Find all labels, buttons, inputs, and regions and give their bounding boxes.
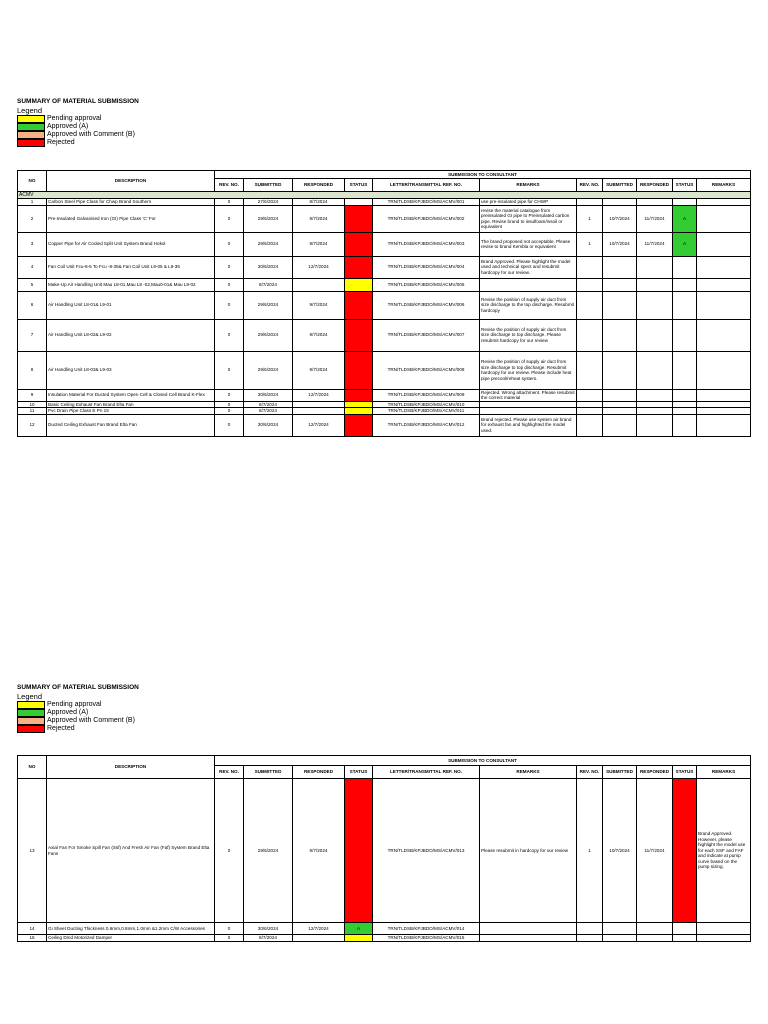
cell-remarks: Revise the position of supply air duct from size discharge to top discharge. Please resubmit hardcopy for our review bbox=[480, 319, 577, 351]
cell-submitted2 bbox=[603, 291, 637, 319]
legend-swatch bbox=[17, 139, 45, 147]
cell-status2 bbox=[673, 935, 697, 942]
cell-submitted: 8/7/2024 bbox=[244, 935, 293, 942]
table-row bbox=[18, 205, 751, 232]
cell-responded2 bbox=[637, 351, 673, 389]
cell-remarks2 bbox=[697, 278, 751, 291]
cell-remarks2 bbox=[697, 256, 751, 278]
cell-status bbox=[345, 232, 373, 256]
cell-responded: 9/7/2024 bbox=[293, 351, 345, 389]
table-row bbox=[18, 291, 751, 319]
cell-submitted2 bbox=[603, 256, 637, 278]
cell-remarks: revise the material catalogue from preinsulated GI pipe to Preinsulated carbon pipe. Revise brand to insulfoam/insoil or equivalent bbox=[480, 205, 577, 232]
cell-remarks: use pre-insulated pipe for CHWP bbox=[480, 199, 577, 206]
cell-letter: TRN/TLDSB/KPJBDO/MS/ACMV/008 bbox=[373, 351, 480, 389]
cell-status bbox=[345, 319, 373, 351]
cell-submitted: 30/6/2024 bbox=[244, 923, 293, 935]
table-row bbox=[18, 232, 751, 256]
cell-submitted2 bbox=[603, 414, 637, 436]
cell-description: Ducted Ceiling Exhaust Fan Brand Elta Fan bbox=[47, 414, 215, 436]
cell-responded2: 11/7/2024 bbox=[637, 232, 673, 256]
legend-swatch bbox=[17, 701, 45, 709]
cell-submitted2 bbox=[603, 319, 637, 351]
legend-item-rejected bbox=[17, 725, 737, 733]
cell-remarks2 bbox=[697, 389, 751, 401]
cell-rev: 0 bbox=[215, 779, 244, 923]
cell-submitted: 29/6/2024 bbox=[244, 351, 293, 389]
cell-submitted: 29/6/2024 bbox=[244, 291, 293, 319]
cell-remarks: Rejected. Wrong attachment. Please resubmit the correct material bbox=[481, 389, 575, 400]
cell-rev2 bbox=[577, 351, 603, 389]
cell-status bbox=[345, 779, 373, 923]
cell-rev2 bbox=[577, 414, 603, 436]
cell-submitted: 8/7/2024 bbox=[244, 278, 293, 291]
cell-description: Basic Ceiling Exhaust Fan Brand Elta Fan bbox=[47, 401, 215, 408]
cell-status: A bbox=[345, 923, 373, 935]
cell-no: 3 bbox=[18, 232, 47, 256]
cell-submitted: 8/7/2024 bbox=[244, 408, 293, 415]
cell-remarks: Please resubmit in hardcopy for our review bbox=[480, 779, 577, 923]
cell-no: 15 bbox=[18, 935, 47, 942]
cell-description: Pvc Drain Pipe Class E Pn 15 bbox=[47, 408, 215, 415]
cell-no: 2 bbox=[18, 205, 47, 232]
col-status2: STATUS bbox=[673, 179, 697, 192]
cell-letter: TRN/TLDSB/KPJBDO/MS/ACMV/005 bbox=[373, 278, 480, 291]
page-title: SUMMARY OF MATERIAL SUBMISSION bbox=[17, 98, 139, 105]
col-group: SUBMISSION TO CONSULTANT bbox=[215, 756, 751, 766]
legend-text: Approved with Comment (B) bbox=[47, 717, 135, 724]
cell-description: Make-Up Air Handling Unit Mau L8-01,Mau L8 -02,Mau0-01& Mau L9-02 bbox=[47, 278, 215, 291]
col-status: STATUS bbox=[345, 179, 373, 192]
col-remarks: REMARKS bbox=[480, 766, 577, 779]
cell-rev2 bbox=[577, 319, 603, 351]
col-responded2: RESPONDED bbox=[637, 766, 673, 779]
col-no: NO bbox=[18, 756, 47, 779]
table-row bbox=[18, 414, 751, 436]
cell-status2: A bbox=[673, 232, 697, 256]
cell-responded: 12/7/2024 bbox=[293, 389, 345, 401]
cell-rev: 0 bbox=[215, 291, 244, 319]
cell-letter: TRN/TLDSB/KPJBDO/MS/ACMV/004 bbox=[373, 256, 480, 278]
cell-submitted: 30/6/2024 bbox=[244, 414, 293, 436]
cell-status2 bbox=[673, 278, 697, 291]
cell-description: Air Handling Unit L8-02& L9-02 bbox=[47, 319, 215, 351]
legend-item-rejected bbox=[17, 139, 737, 147]
cell-rev2 bbox=[577, 256, 603, 278]
col-status2: STATUS bbox=[673, 766, 697, 779]
cell-responded: 12/7/2024 bbox=[293, 923, 345, 935]
col-submitted: SUBMITTED bbox=[244, 766, 293, 779]
cell-submitted: 29/6/2024 bbox=[244, 319, 293, 351]
legend-text: Pending approval bbox=[47, 701, 102, 708]
cell-rev: 0 bbox=[215, 199, 244, 206]
cell-rev: 0 bbox=[215, 319, 244, 351]
cell-responded2 bbox=[637, 291, 673, 319]
cell-rev: 0 bbox=[215, 923, 244, 935]
cell-submitted: 30/6/2024 bbox=[244, 389, 293, 401]
table-body-2 bbox=[18, 779, 751, 942]
col-rev2: REV. NO. bbox=[577, 766, 603, 779]
col-submitted2: SUBMITTED bbox=[603, 766, 637, 779]
cell-no: 4 bbox=[18, 256, 47, 278]
legend-item-pending bbox=[17, 701, 737, 709]
cell-rev2 bbox=[577, 389, 603, 401]
cell-rev: 0 bbox=[215, 205, 244, 232]
cell-letter: TRN/TLDSB/KPJBDO/MS/ACMV/003 bbox=[373, 232, 480, 256]
cell-no: 12 bbox=[18, 414, 47, 436]
summary-block-1 bbox=[17, 97, 737, 147]
legend-swatch bbox=[17, 717, 45, 725]
cell-rev: 0 bbox=[215, 256, 244, 278]
cell-description: Pre-Insulated Galvanised Iron (GI) Pipe Class 'C' For bbox=[47, 205, 215, 232]
cell-status bbox=[345, 256, 373, 278]
cell-letter: TRN/TLDSB/KPJBDO/MS/ACMV/013 bbox=[373, 779, 480, 923]
legend-label: Legend bbox=[17, 692, 43, 701]
cell-responded: 12/7/2024 bbox=[293, 256, 345, 278]
cell-letter: TRN/TLDSB/KPJBDO/MS/ACMV/010 bbox=[373, 401, 480, 408]
cell-description: Insulation Material For Ducted System Open Cell & Closed Cell Brand K-Flex bbox=[47, 389, 215, 401]
legend bbox=[17, 115, 737, 147]
cell-responded bbox=[293, 278, 345, 291]
cell-remarks bbox=[480, 935, 577, 942]
cell-no: 11 bbox=[18, 408, 47, 415]
cell-no: 8 bbox=[18, 351, 47, 389]
cell-no: 14 bbox=[18, 923, 47, 935]
cell-remarks: Revise the position of supply air duct from size discharge to the top discharge. Resubmit hardcopy bbox=[480, 291, 577, 319]
table-body-1 bbox=[18, 192, 751, 437]
cell-rev2 bbox=[577, 291, 603, 319]
legend bbox=[17, 701, 737, 733]
cell-remarks2 bbox=[697, 291, 751, 319]
cell-description: Air Handling Unit L8-01& L9-01 bbox=[47, 291, 215, 319]
cell-status2 bbox=[673, 319, 697, 351]
cell-rev: 0 bbox=[215, 389, 244, 401]
cell-description: Gi Sheet Ducting Thickness 0.6mm,0.8mm,1.0mm &1.2mm C/W Accessories bbox=[47, 923, 215, 935]
cell-remarks2 bbox=[697, 414, 751, 436]
cell-remarks2 bbox=[697, 319, 751, 351]
legend-swatch bbox=[17, 725, 45, 733]
cell-status2 bbox=[673, 779, 697, 923]
cell-rev: 0 bbox=[215, 351, 244, 389]
cell-description: Air Handling Unit L8-03& L9-03 bbox=[47, 351, 215, 389]
cell-responded bbox=[293, 935, 345, 942]
legend-item-approved-comment bbox=[17, 717, 737, 725]
legend-item-pending bbox=[17, 115, 737, 123]
cell-remarks bbox=[480, 278, 577, 291]
cell-submitted2 bbox=[603, 389, 637, 401]
cell-rev2 bbox=[577, 923, 603, 935]
cell-submitted: 29/6/2024 bbox=[244, 779, 293, 923]
cell-letter: TRN/TLDSB/KPJBDO/MS/ACMV/011 bbox=[373, 408, 480, 415]
cell-remarks2 bbox=[697, 232, 751, 256]
cell-rev2 bbox=[577, 935, 603, 942]
legend-item-approved bbox=[17, 709, 737, 717]
cell-remarks2 bbox=[697, 205, 751, 232]
cell-submitted: 30/6/2024 bbox=[244, 256, 293, 278]
cell-rev: 0 bbox=[215, 414, 244, 436]
cell-rev2: 1 bbox=[577, 232, 603, 256]
cell-letter: TRN/TLDSB/KPJBDO/MS/ACMV/007 bbox=[373, 319, 480, 351]
group-row-acmv bbox=[18, 192, 751, 199]
cell-responded2: 11/7/2024 bbox=[637, 779, 673, 923]
cell-rev2: 1 bbox=[577, 779, 603, 923]
legend-item-approved-comment bbox=[17, 131, 737, 139]
cell-remarks: Brand rejected. Please use system air brand for exhaust fan and highlighted the model used. bbox=[480, 414, 577, 436]
cell-no: 9 bbox=[18, 389, 47, 401]
cell-letter: TRN/TLDSB/KPJBDO/MS/ACMV/012 bbox=[373, 414, 480, 436]
cell-submitted: 8/7/2024 bbox=[244, 401, 293, 408]
cell-responded2: 11/7/2024 bbox=[637, 205, 673, 232]
table-row bbox=[18, 256, 751, 278]
cell-responded2 bbox=[637, 319, 673, 351]
legend-swatch bbox=[17, 709, 45, 717]
col-rev: REV. NO. bbox=[215, 766, 244, 779]
cell-responded: 12/7/2024 bbox=[293, 414, 345, 436]
cell-rev: 0 bbox=[215, 408, 244, 415]
col-responded: RESPONDED bbox=[293, 766, 345, 779]
cell-submitted2: 10/7/2024 bbox=[603, 205, 637, 232]
cell-responded2 bbox=[637, 389, 673, 401]
col-responded: RESPONDED bbox=[293, 179, 345, 192]
cell-responded2 bbox=[637, 935, 673, 942]
header-group-row bbox=[18, 756, 751, 766]
legend-text: Approved (A) bbox=[47, 709, 89, 716]
cell-responded: 9/7/2024 bbox=[293, 319, 345, 351]
col-responded2: RESPONDED bbox=[637, 179, 673, 192]
cell-remarks2 bbox=[697, 351, 751, 389]
col-group: SUBMISSION TO CONSULTANT bbox=[215, 171, 751, 179]
col-letter: LETTER/TRANSMITTAL REF. NO. bbox=[373, 179, 480, 192]
col-no: NO bbox=[18, 171, 47, 192]
cell-letter: TRN/TLDSB/KPJBDO/MS/ACMV/006 bbox=[373, 291, 480, 319]
legend-item-approved bbox=[17, 123, 737, 131]
cell-rev: 0 bbox=[215, 278, 244, 291]
col-rev: REV. NO. bbox=[215, 179, 244, 192]
cell-letter: TRN/TLDSB/KPJBDO/MS/ACMV/014 bbox=[373, 923, 480, 935]
legend-text: Approved with Comment (B) bbox=[47, 131, 135, 138]
cell-rev: 0 bbox=[215, 935, 244, 942]
cell-description: Carbon Steel Pipe Class for Chwp Brand Southern bbox=[47, 199, 215, 206]
cell-remarks2: Brand Approved. However, please highlight the model use for each SSF and FAF and indicate at pump curve based on the pump sizing. bbox=[697, 779, 751, 923]
cell-letter: TRN/TLDSB/KPJBDO/MS/ACMV/002 bbox=[373, 205, 480, 232]
cell-remarks bbox=[480, 923, 577, 935]
page-title: SUMMARY OF MATERIAL SUBMISSION bbox=[17, 684, 139, 691]
cell-no: 7 bbox=[18, 319, 47, 351]
cell-status2: A bbox=[673, 205, 697, 232]
cell-status2 bbox=[673, 923, 697, 935]
table-row bbox=[18, 278, 751, 291]
cell-responded2 bbox=[637, 256, 673, 278]
cell-rev2: 1 bbox=[577, 205, 603, 232]
submission-table-2 bbox=[17, 755, 751, 942]
cell-status bbox=[345, 935, 373, 942]
col-rev2: REV. NO. bbox=[577, 179, 603, 192]
table-row bbox=[18, 779, 751, 923]
cell-no: 5 bbox=[18, 278, 47, 291]
submission-table-1 bbox=[17, 170, 751, 437]
cell-rev: 0 bbox=[215, 232, 244, 256]
col-remarks2: REMARKS bbox=[697, 766, 751, 779]
legend-text: Rejected bbox=[47, 725, 75, 732]
table-row bbox=[18, 389, 751, 401]
table-row bbox=[18, 935, 751, 942]
group-label: ACMV bbox=[18, 192, 751, 199]
cell-remarks: The brand proposed not acceptable. Please revise to brand Kembla or equivalent bbox=[480, 232, 577, 256]
cell-submitted2 bbox=[603, 351, 637, 389]
cell-responded: 9/7/2024 bbox=[293, 291, 345, 319]
cell-status2 bbox=[673, 389, 697, 401]
cell-status bbox=[345, 291, 373, 319]
cell-submitted2 bbox=[603, 923, 637, 935]
cell-responded: 9/7/2024 bbox=[293, 779, 345, 923]
cell-responded2 bbox=[637, 923, 673, 935]
cell-remarks2 bbox=[697, 935, 751, 942]
cell-submitted2: 10/7/2024 bbox=[603, 779, 637, 923]
cell-status2 bbox=[673, 256, 697, 278]
cell-status2 bbox=[673, 351, 697, 389]
cell-responded2 bbox=[637, 278, 673, 291]
cell-description: Fan Coil Unit Fcu-8-5 To Fcu -8-35& Fan Coil Unit L9-05 & L9-36 bbox=[47, 256, 215, 278]
cell-responded: 8/7/2024 bbox=[293, 199, 345, 206]
legend-swatch bbox=[17, 131, 45, 139]
cell-letter: TRN/TLDSB/KPJBDO/MS/ACMV/015 bbox=[373, 935, 480, 942]
cell-no: 6 bbox=[18, 291, 47, 319]
cell-letter: TRN/TLDSB/KPJBDO/MS/ACMV/001 bbox=[373, 199, 480, 206]
cell-submitted: 29/6/2024 bbox=[244, 232, 293, 256]
legend-text: Pending approval bbox=[47, 115, 102, 122]
cell-status bbox=[345, 278, 373, 291]
legend-text: Rejected bbox=[47, 139, 75, 146]
cell-status2 bbox=[673, 291, 697, 319]
cell-submitted: 27/6/2024 bbox=[244, 199, 293, 206]
cell-description: Ceiling Dmd Motorized Damper bbox=[47, 935, 215, 942]
cell-remarks2 bbox=[697, 923, 751, 935]
col-description: DESCRIPTION bbox=[47, 756, 215, 779]
cell-remarks: Revise the position of supply air duct from size discharge to top discharge. Resubmit hardcopy for our review. Please include heat pipe precool/reheat system. bbox=[480, 351, 577, 389]
cell-rev: 0 bbox=[215, 401, 244, 408]
col-status: STATUS bbox=[345, 766, 373, 779]
cell-no: 1 bbox=[18, 199, 47, 206]
header-group-row bbox=[18, 171, 751, 179]
cell-rev2 bbox=[577, 278, 603, 291]
legend-text: Approved (A) bbox=[47, 123, 89, 130]
cell-remarks: Brand Approved. Please highlight the model used and technical spect and resubmit hardcopy for our review. bbox=[480, 256, 577, 278]
cell-no: 13 bbox=[18, 779, 47, 923]
legend-label: Legend bbox=[17, 106, 43, 115]
col-description: DESCRIPTION bbox=[47, 171, 215, 192]
col-submitted: SUBMITTED bbox=[244, 179, 293, 192]
summary-block-2 bbox=[17, 683, 737, 733]
cell-description: Copper Pipe for Air Cooled Split Unit System Brand Hokol bbox=[47, 232, 215, 256]
cell-status bbox=[345, 351, 373, 389]
col-letter: LETTER/TRANSMITTAL REF. NO. bbox=[373, 766, 480, 779]
cell-status bbox=[345, 414, 373, 436]
table-row bbox=[18, 923, 751, 935]
cell-submitted2 bbox=[603, 935, 637, 942]
col-remarks2: REMARKS bbox=[697, 179, 751, 192]
cell-no: 10 bbox=[18, 401, 47, 408]
cell-status bbox=[345, 389, 373, 401]
cell-letter: TRN/TLDSB/KPJBDO/MS/ACMV/009 bbox=[373, 389, 480, 401]
cell-status2 bbox=[673, 414, 697, 436]
cell-status bbox=[345, 205, 373, 232]
table-row bbox=[18, 351, 751, 389]
cell-submitted2 bbox=[603, 278, 637, 291]
col-submitted2: SUBMITTED bbox=[603, 179, 637, 192]
col-remarks: REMARKS bbox=[480, 179, 577, 192]
cell-description: Axial Fan For Smoke Spill Fan (Ssf) And Fresh Air Fan (Faf) System Brand Elta Fans bbox=[47, 779, 215, 923]
cell-submitted2: 10/7/2024 bbox=[603, 232, 637, 256]
cell-responded: 9/7/2024 bbox=[293, 232, 345, 256]
cell-responded2 bbox=[637, 414, 673, 436]
cell-submitted: 29/6/2024 bbox=[244, 205, 293, 232]
table-row bbox=[18, 319, 751, 351]
cell-responded: 9/7/2024 bbox=[293, 205, 345, 232]
legend-swatch bbox=[17, 115, 45, 123]
legend-swatch bbox=[17, 123, 45, 131]
